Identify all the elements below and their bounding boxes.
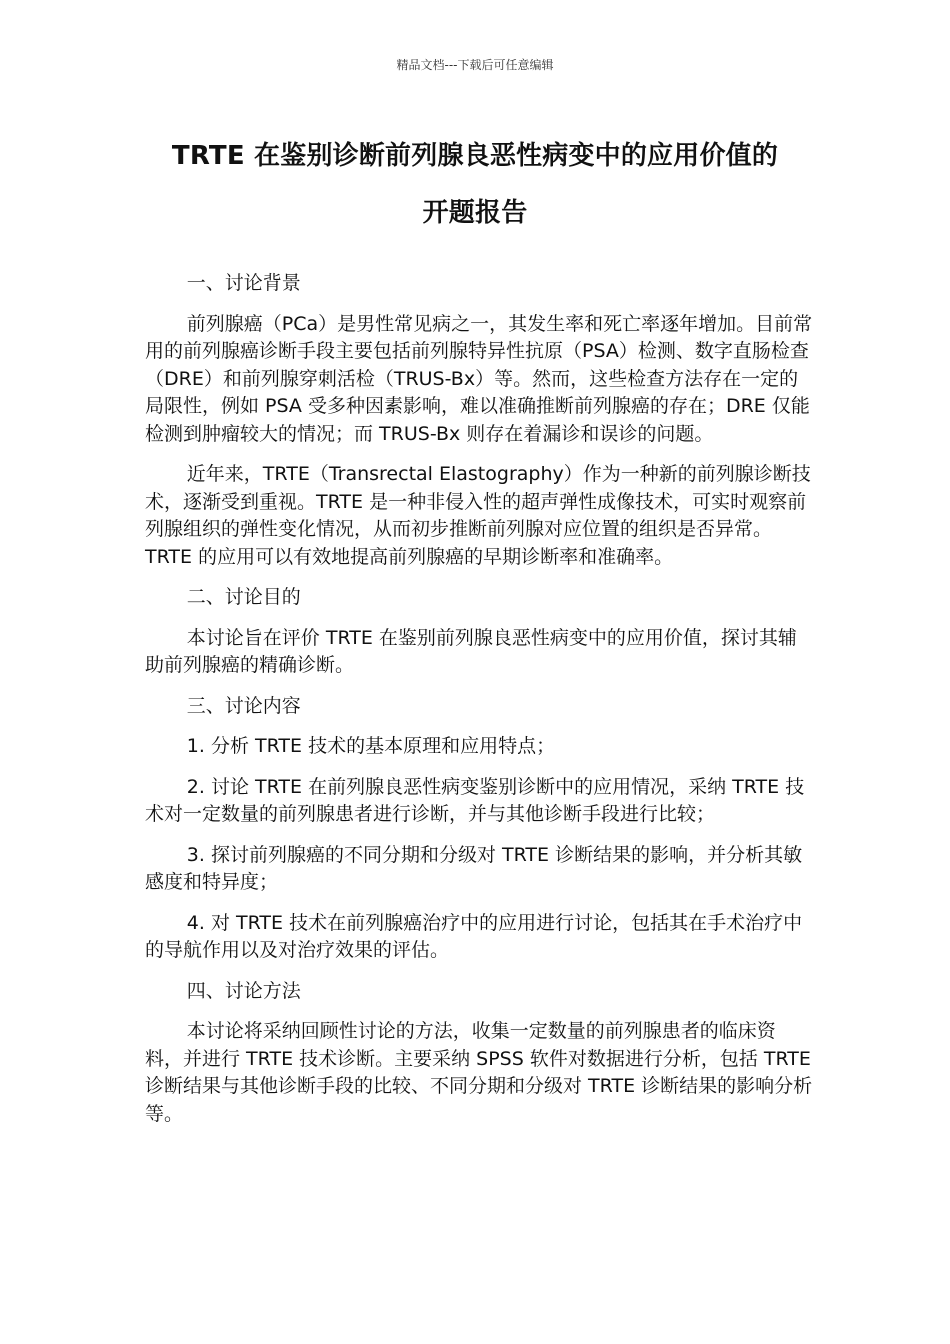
paragraph-background-2: 近年来，TRTE（Transrectal Elastography）作为一种新的前列腺诊断技术，逐渐受到重视。TRTE 是一种非侵入性的超声弹性成像技术，可实时观察前列腺组织的弹性变化情况，从而初步推断前列腺对应位置的组织是否异常。TRTE 的应用可以有效地提高前列腺癌的早期诊断率和准确率。 (145, 463, 811, 568)
list-item-content-4: 4. 对 TRTE 技术在前列腺癌治疗中的应用进行讨论，包括其在手术治疗中的导航作用以及对治疗效果的评估。 (145, 911, 803, 961)
document-title (120, 128, 830, 242)
section-heading-background: 一、讨论背景 (186, 272, 301, 294)
title-line-1: TRTE 在鉴别诊断前列腺良恶性病变中的应用价值的 (171, 141, 779, 171)
paragraph-background-1: 前列腺癌（PCa）是男性常见病之一，其发生率和死亡率逐年增加。目前常用的前列腺癌诊断手段主要包括前列腺特异性抗原（PSA）检测、数字直肠检查（DRE）和前列腺穿刺活检（TRUS-Bx）等。然而，这些检查方法存在一定的局限性，例如 PSA 受多种因素影响，难以准确推断前列腺癌的存在；DRE 仅能检测到肿瘤较大的情况；而 TRUS-Bx 则存在着漏诊和误诊的问题。 (145, 312, 813, 445)
document-body (145, 270, 813, 1141)
paragraph-purpose-1: 本讨论旨在评价 TRTE 在鉴别前列腺良恶性病变中的应用价值，探讨其辅助前列腺癌的精确诊断。 (145, 626, 797, 676)
list-item-content-3: 3. 探讨前列腺癌的不同分期和分级对 TRTE 诊断结果的影响，并分析其敏感度和特异度； (145, 843, 803, 893)
section-heading-purpose: 二、讨论目的 (186, 586, 301, 608)
list-item-content-1: 1. 分析 TRTE 技术的基本原理和应用特点； (186, 735, 556, 757)
section-heading-content: 三、讨论内容 (186, 694, 301, 717)
title-line-2: 开题报告 (422, 198, 528, 228)
page-header-note: 精品文档---下载后可任意编辑 (396, 58, 554, 72)
list-item-content-2: 2. 讨论 TRTE 在前列腺良恶性病变鉴别诊断中的应用情况，采纳 TRTE 技术对一定数量的前列腺患者进行诊断，并与其他诊断手段进行比较； (145, 775, 805, 825)
paragraph-method-1: 本讨论将采纳回顾性讨论的方法，收集一定数量的前列腺患者的临床资料，并进行 TRTE 技术诊断。主要采纳 SPSS 软件对数据进行分析，包括 TRTE 诊断结果与其他诊断手段的比较、不同分期和分级对 TRTE 诊断结果的影响分析等。 (145, 1020, 813, 1125)
section-heading-method: 四、讨论方法 (186, 979, 301, 1002)
